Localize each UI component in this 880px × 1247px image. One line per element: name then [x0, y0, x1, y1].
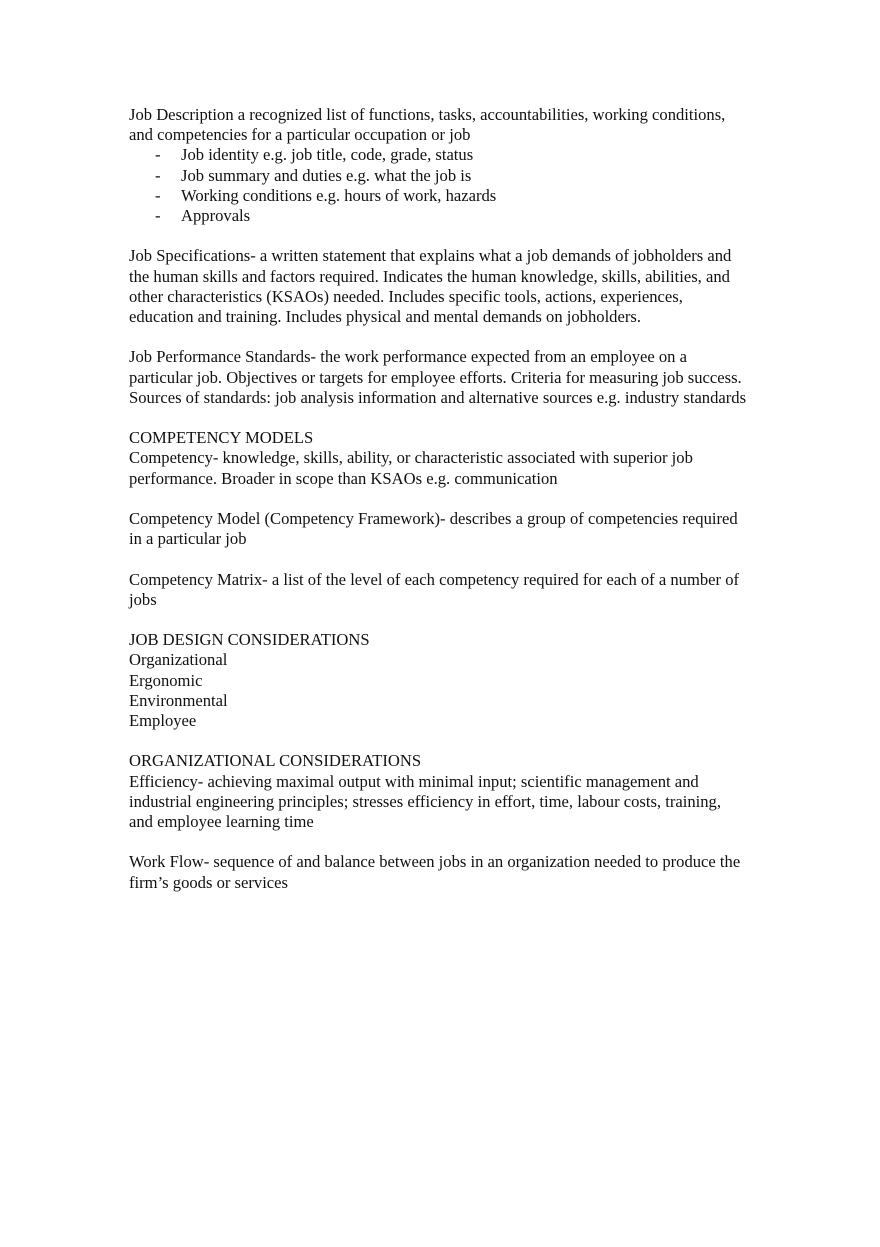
organizational-considerations-section	[129, 751, 749, 832]
list-item	[129, 186, 749, 206]
list-item	[129, 166, 749, 186]
competency-model-paragraph: Competency Model (Competency Framework)- describes a group of competencies required in a particular job	[129, 509, 738, 549]
list-item	[129, 206, 749, 226]
work-flow-paragraph: Work Flow- sequence of and balance between jobs in an organization needed to produce the firm’s goods or services	[129, 852, 741, 892]
job-design-considerations-section	[129, 630, 749, 731]
job-description-paragraph: Job Description a recognized list of functions, tasks, accountabilities, working conditions, and competencies for a particular occupation or job	[129, 105, 726, 145]
section-heading: ORGANIZATIONAL CONSIDERATIONS	[129, 751, 422, 771]
list-item-text: Job summary and duties e.g. what the job is	[181, 165, 472, 185]
list-item-text: Approvals	[181, 206, 251, 226]
efficiency-paragraph: Efficiency- achieving maximal output with minimal input; scientific management and industrial engineering principles; stresses efficiency in effort, time, labour costs, training, and employee learning time	[129, 771, 721, 831]
competency-models-section	[129, 428, 749, 489]
bullet-dash: -	[155, 165, 161, 185]
section-heading: JOB DESIGN CONSIDERATIONS	[129, 630, 370, 650]
bullet-dash: -	[155, 185, 161, 205]
job-performance-standards-paragraph: Job Performance Standards- the work performance expected from an employee on a particular job. Objectives or targets for employee efforts. Criteria for measuring job success. Sources of standards: job analysis information and alternative sources e.g. industry standards	[129, 347, 747, 407]
competency-paragraph: Competency- knowledge, skills, ability, or characteristic associated with superior job performance. Broader in scope than KSAOs e.g. communication	[129, 448, 693, 488]
list-item	[129, 145, 749, 165]
list-item-text: Job identity e.g. job title, code, grade, status	[181, 145, 474, 165]
list-item: Ergonomic	[129, 670, 203, 690]
bullet-dash: -	[155, 206, 161, 226]
job-specifications-paragraph: Job Specifications- a written statement that explains what a job demands of jobholders and the human skills and factors required. Indicates the human knowledge, skills, abilities, and other characteristics (KSAOs) needed. Includes specific tools, actions, experiences, education and training. Includes physical and mental demands on jobholders.	[129, 246, 732, 327]
competency-matrix-paragraph: Competency Matrix- a list of the level of each competency required for each of a number of jobs	[129, 569, 740, 609]
list-item-text: Working conditions e.g. hours of work, hazards	[181, 185, 497, 205]
job-description-list	[129, 145, 749, 226]
document-body	[129, 105, 749, 913]
list-item: Organizational	[129, 650, 228, 670]
list-item: Environmental	[129, 690, 228, 710]
section-heading: COMPETENCY MODELS	[129, 428, 314, 448]
bullet-dash: -	[155, 145, 161, 165]
list-item: Employee	[129, 711, 197, 730]
